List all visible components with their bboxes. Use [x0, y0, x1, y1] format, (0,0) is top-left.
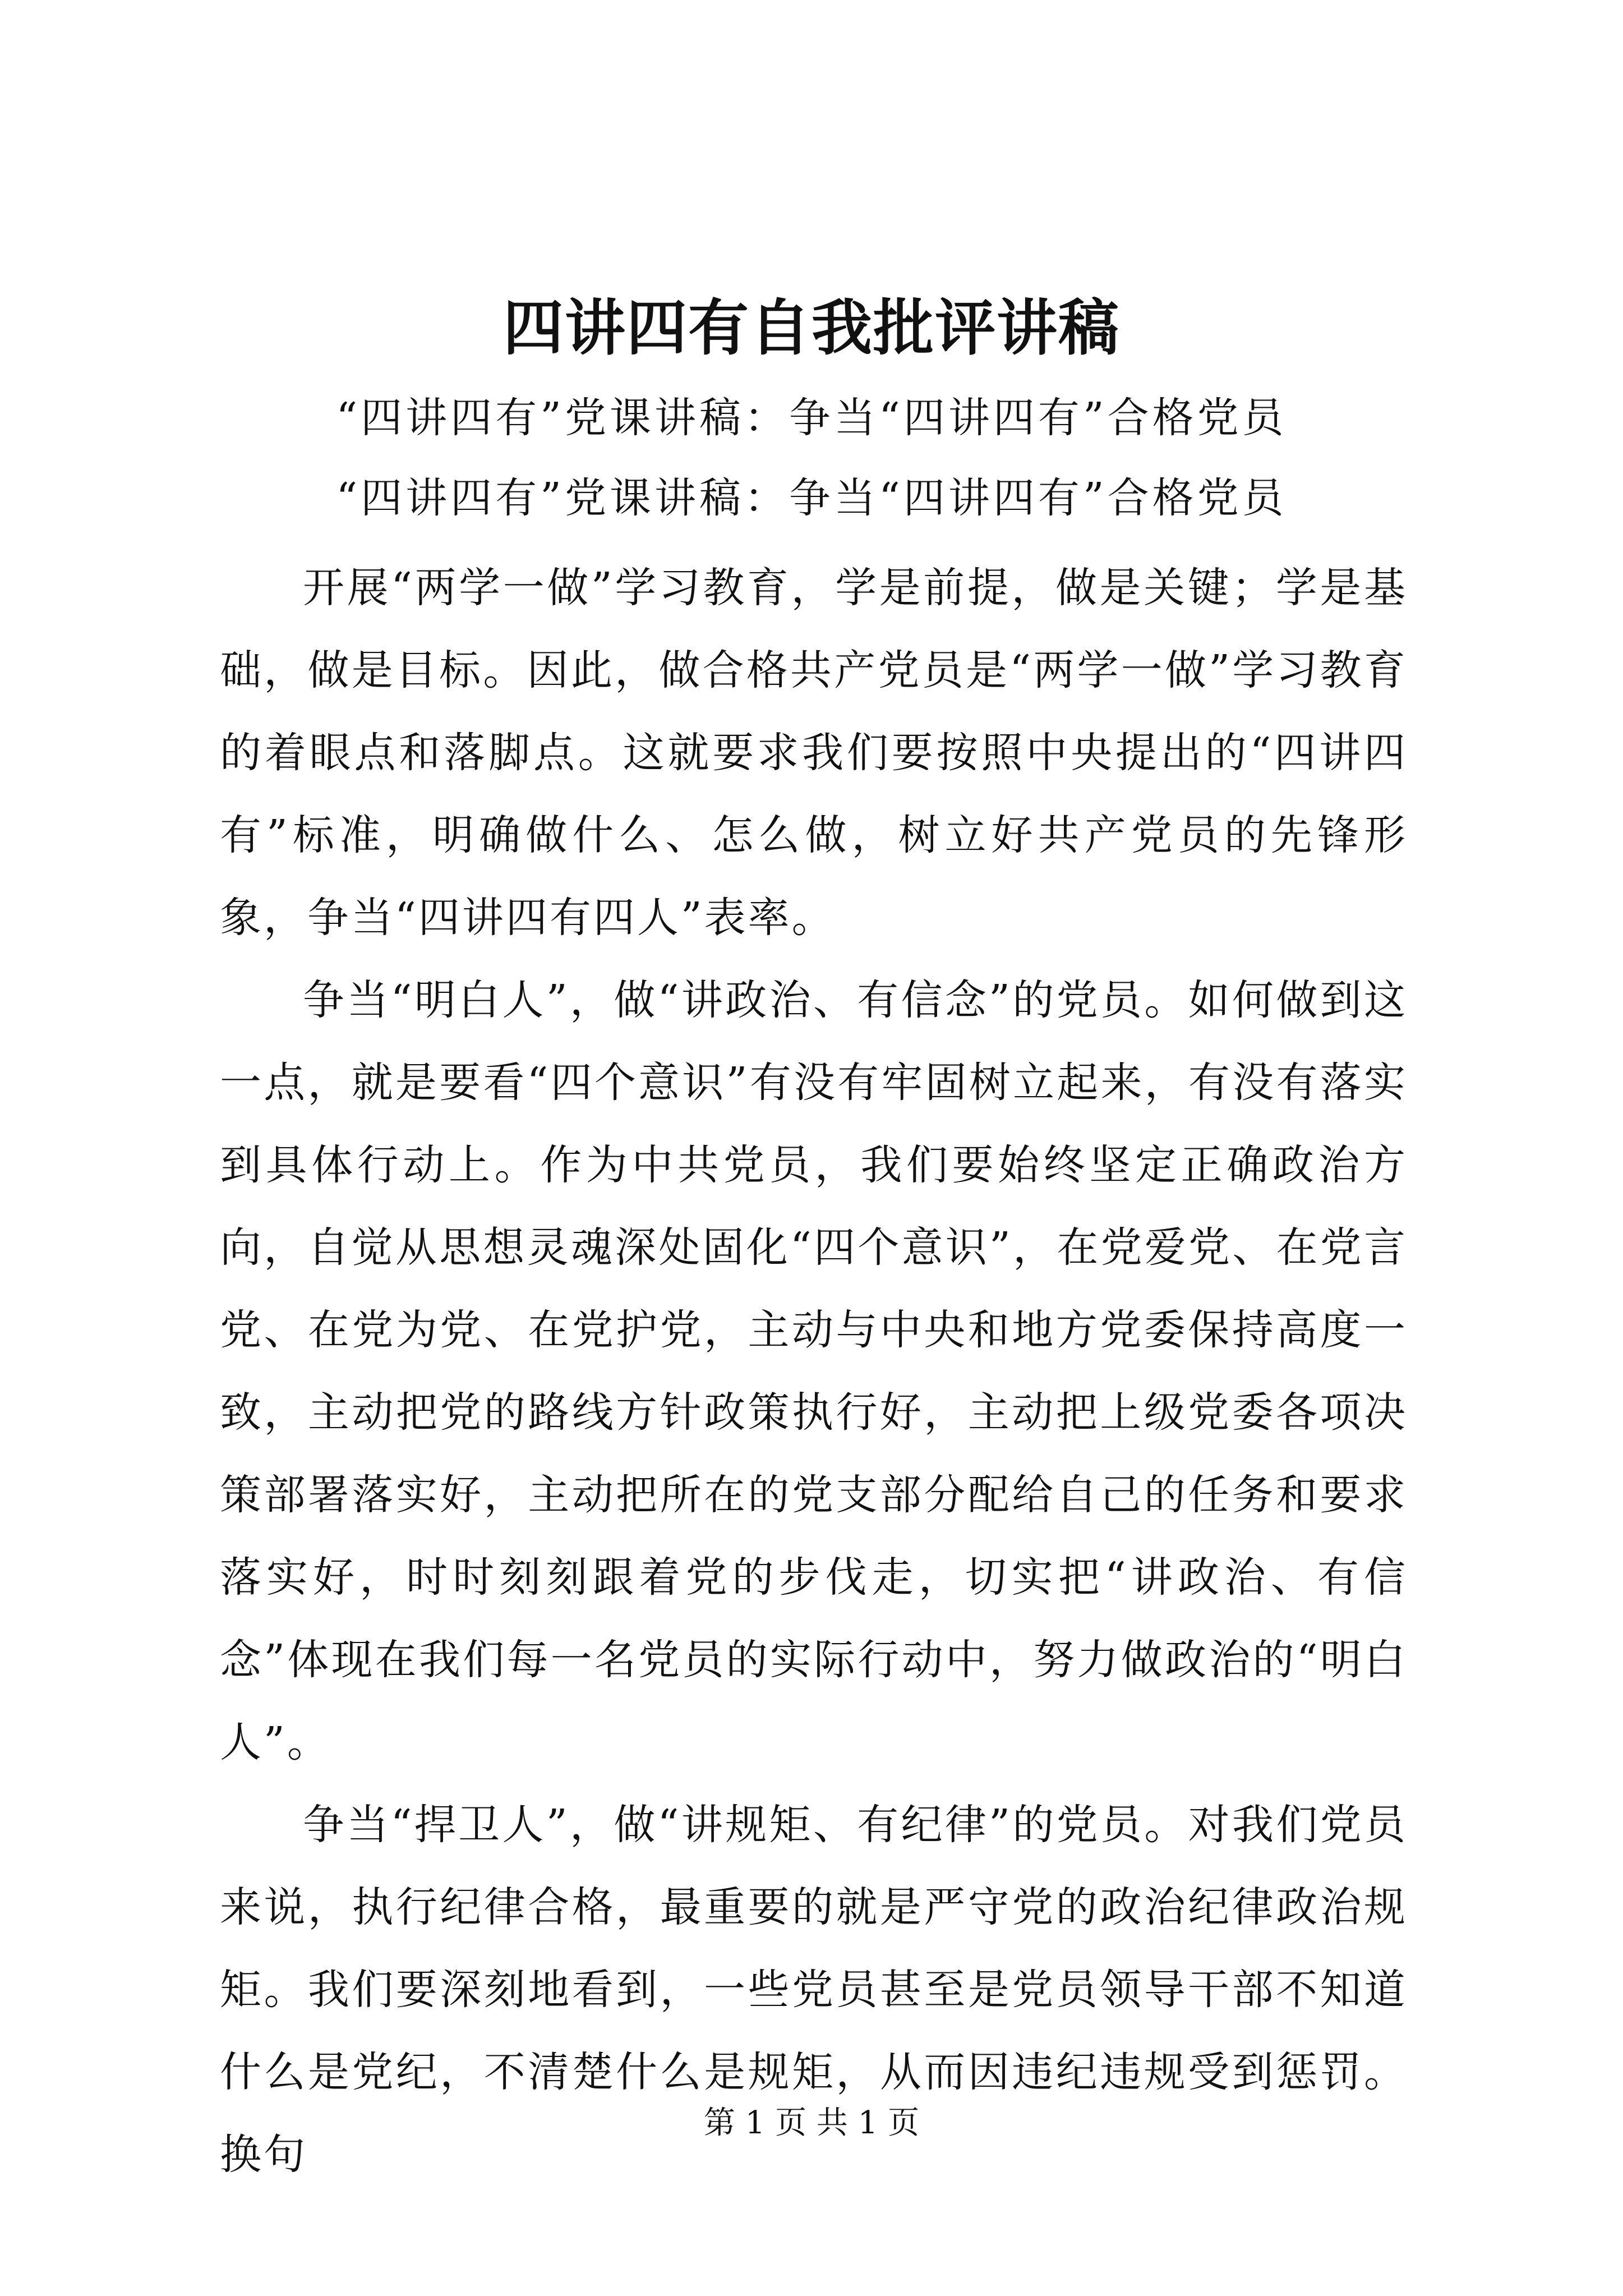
page-number-footer: 第 1 页 共 1 页 [703, 2105, 920, 2141]
document-subtitle: “四讲四有”党课讲稿：争当“四讲四有”合格党员 [336, 394, 1287, 442]
document-subtitle-repeat: “四讲四有”党课讲稿：争当“四讲四有”合格党员 [336, 474, 1287, 522]
document-title: 四讲四有自我批评讲稿 [502, 293, 1120, 364]
paragraph-mingbairen: 争当“明白人”，做“讲政治、有信念”的党员。如何做到这一点，就是要看“四个意识”有没有牢固树立起来，有没有落实到具体行动上。作为中共党员，我们要始终坚定正确政治方向，自觉从思想灵魂深处固化“四个意识”，在党爱党、在党言党、在党为党、在党护党，主动与中央和地方党委保持高度一致，主动把党的路线方针政策执行好，主动把上级党委各项决策部署落实好，主动把所在的党支部分配给自己的任务和要求落实好，时时刻刻跟着党的步伐走，切实把“讲政治、有信念”体现在我们每一名党员的实际行动中，努力做政治的“明白人”。 [220, 976, 1408, 1766]
paragraph-hanweiren: 争当“捍卫人”，做“讲规矩、有纪律”的党员。对我们党员来说，执行纪律合格，最重要的就是严守党的政治纪律政治规矩。我们要深刻地看到，一些党员甚至是党员领导干部不知道什么是党纪，不清楚什么是规矩，从而因违纪违规受到惩罚。换句 [220, 1801, 1408, 2179]
paragraph-intro: 开展“两学一做”学习教育，学是前提，做是关键；学是基础，做是目标。因此，做合格共产党员是“两学一做”学习教育的着眼点和落脚点。这就要求我们要按照中央提出的“四讲四有”标准，明确做什么、怎么做，树立好共产党员的先锋形象，争当“四讲四有四人”表率。 [220, 564, 1408, 942]
document-body [220, 547, 1408, 2196]
